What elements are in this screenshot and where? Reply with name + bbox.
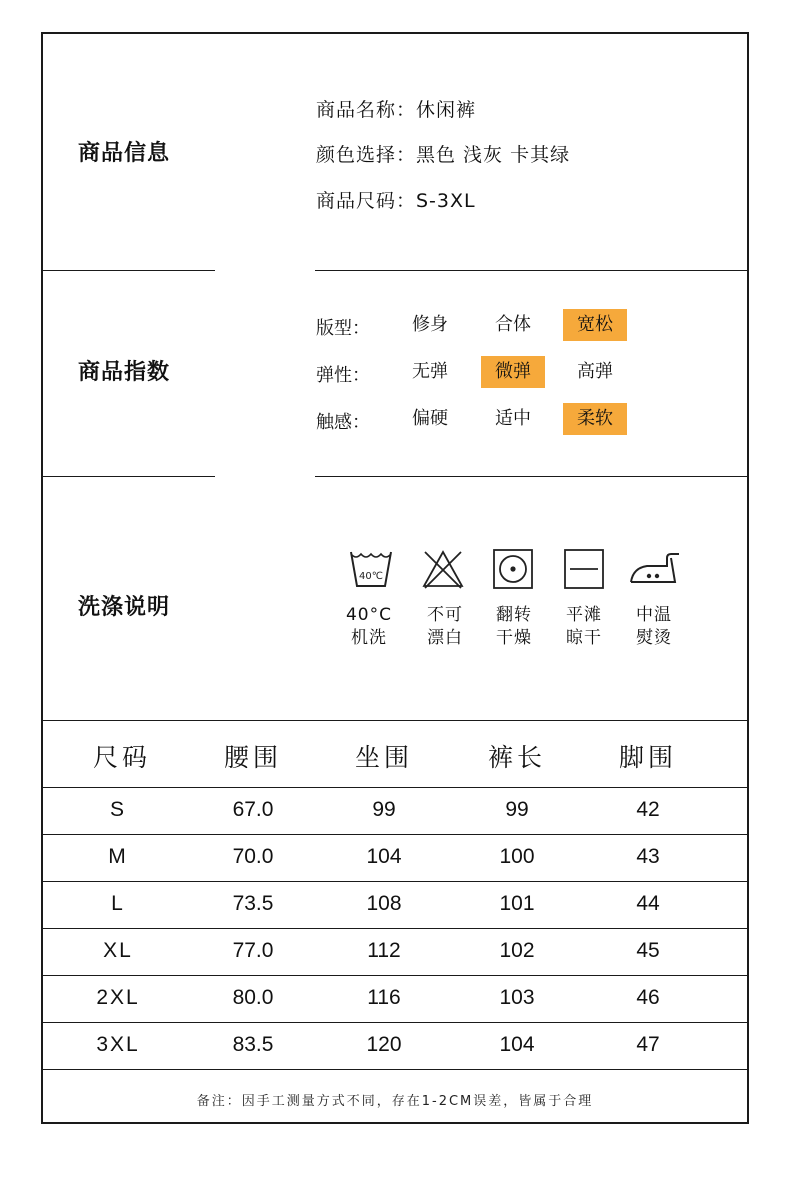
table-header-hem: 脚围 <box>618 743 677 772</box>
measurement-note: 备注：因手工测量方式不同，存在1-2CM误差，皆属于合理 <box>196 1094 594 1109</box>
divider-right <box>315 476 749 477</box>
table-cell: 116 <box>367 986 401 1009</box>
wash-label-line: 漂白 <box>427 628 463 648</box>
table-cell: L <box>111 892 125 915</box>
table-row-divider <box>43 787 749 788</box>
table-cell: 102 <box>499 939 535 962</box>
table-cell: 112 <box>367 939 401 962</box>
product-name-line: 商品名称：休闲裤 <box>316 99 477 121</box>
table-cell: 104 <box>499 1033 535 1056</box>
table-cell: 67.0 <box>232 798 274 821</box>
table-cell: 99 <box>505 798 529 821</box>
index-row-label: 弹性： <box>316 365 370 386</box>
table-cell: 46 <box>636 986 660 1009</box>
wash-label-line: 不可 <box>427 605 463 625</box>
table-cell: 101 <box>499 892 535 915</box>
product-info-title: 商品信息 <box>78 141 171 166</box>
table-header-size: 尺码 <box>92 743 151 772</box>
wash-label-line: 熨烫 <box>636 628 672 648</box>
table-cell: 44 <box>636 892 660 915</box>
table-cell: 45 <box>636 939 660 962</box>
table-cell: 70.0 <box>232 845 274 868</box>
wash-label-tumble <box>479 604 549 650</box>
table-row-divider <box>43 1069 749 1070</box>
wash-label-line: 40°C <box>345 605 392 625</box>
wash-label-line: 机洗 <box>351 628 387 648</box>
table-cell: 43 <box>636 845 660 868</box>
table-cell: XL <box>103 939 133 962</box>
table-row-divider <box>43 834 749 835</box>
table-cell: 77.0 <box>232 939 274 962</box>
wash-label-line: 翻转 <box>496 605 532 625</box>
table-header-hip: 坐围 <box>354 743 413 772</box>
index-option-selected: 柔软 <box>563 403 627 435</box>
wash-label-line: 中温 <box>636 605 672 625</box>
divider-full <box>43 720 749 721</box>
product-color-line: 颜色选择：黑色 浅灰 卡其绿 <box>316 144 571 166</box>
product-size-line: 商品尺码：S-3XL <box>316 190 476 212</box>
table-cell: 103 <box>499 986 535 1009</box>
table-cell: 99 <box>372 798 396 821</box>
no-bleach-icon <box>421 548 465 590</box>
wash-label-no-bleach <box>410 604 480 650</box>
table-cell: 73.5 <box>232 892 274 915</box>
wash-label-machine <box>334 604 404 650</box>
table-cell: 42 <box>636 798 660 821</box>
wash-label-line: 晾干 <box>566 628 602 648</box>
iron-medium-icon <box>629 548 683 590</box>
index-option-selected: 宽松 <box>563 309 627 341</box>
table-cell: M <box>108 845 128 868</box>
divider-left <box>43 270 215 271</box>
table-cell: S <box>109 798 126 821</box>
wash-label-line: 干燥 <box>496 628 532 648</box>
dry-flat-icon <box>562 548 606 590</box>
divider-right <box>315 270 749 271</box>
table-row-divider <box>43 881 749 882</box>
table-header-waist: 腰围 <box>223 743 282 772</box>
wash-tub-temp: 40℃ <box>359 571 383 582</box>
table-cell: 2XL <box>96 986 140 1009</box>
table-cell: 104 <box>366 845 402 868</box>
index-option: 偏硬 <box>412 408 448 429</box>
index-option: 合体 <box>495 314 531 335</box>
wash-tub-40c-icon <box>349 548 393 590</box>
divider-left <box>43 476 215 477</box>
table-header-length: 裤长 <box>487 743 546 772</box>
table-cell: 83.5 <box>232 1033 274 1056</box>
table-cell: 3XL <box>96 1033 140 1056</box>
table-cell: 120 <box>366 1033 402 1056</box>
index-option: 高弹 <box>577 361 613 382</box>
index-option: 无弹 <box>412 361 448 382</box>
tumble-dry-icon <box>491 548 535 590</box>
index-row-label: 触感： <box>316 412 370 433</box>
wash-label-flat-dry <box>549 604 619 650</box>
table-row-divider <box>43 1022 749 1023</box>
table-row-divider <box>43 975 749 976</box>
index-option-selected: 微弹 <box>481 356 545 388</box>
table-cell: 108 <box>366 892 402 915</box>
table-row-divider <box>43 928 749 929</box>
washing-title: 洗涤说明 <box>78 595 171 620</box>
wash-label-iron <box>619 604 689 650</box>
table-cell: 80.0 <box>232 986 274 1009</box>
product-index-title: 商品指数 <box>78 360 171 385</box>
table-cell: 47 <box>636 1033 660 1056</box>
index-row-label: 版型： <box>316 318 370 339</box>
table-cell: 100 <box>499 845 535 868</box>
index-option: 适中 <box>495 408 531 429</box>
wash-label-line: 平滩 <box>566 605 602 625</box>
index-option: 修身 <box>412 314 448 335</box>
